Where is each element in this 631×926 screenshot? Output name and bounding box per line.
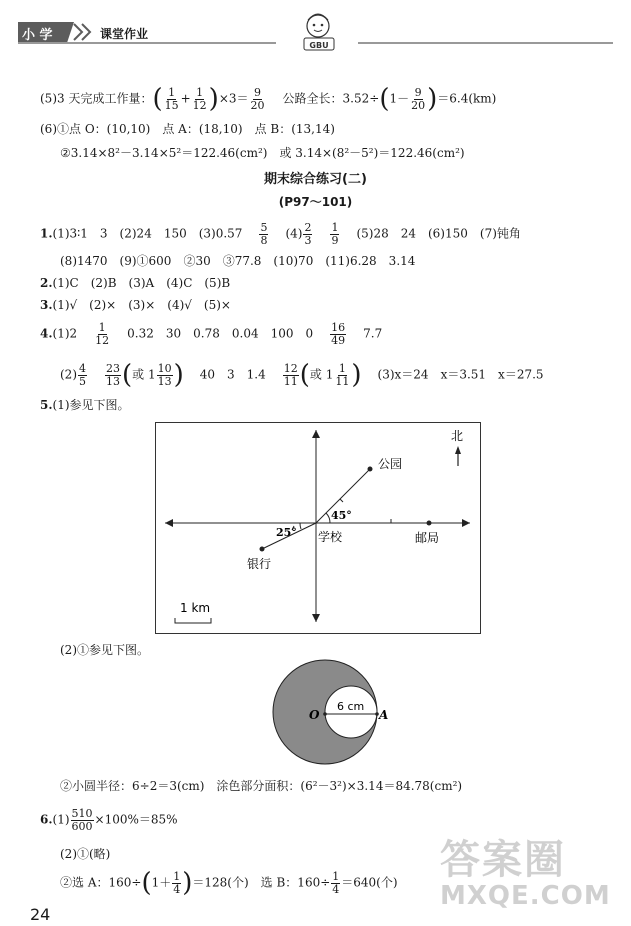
watermark-bottom: MXQE.COM xyxy=(440,881,611,911)
bank-point xyxy=(260,547,265,552)
post-office-point xyxy=(427,521,432,526)
q3-line: 3.(1)√ (2)× (3)× (4)√ (5)× xyxy=(40,298,231,312)
watermark xyxy=(440,828,620,918)
park-point xyxy=(368,467,373,472)
q6-line-2: (2)①(略) xyxy=(60,847,111,861)
section-pages: (P97～101) xyxy=(278,195,353,209)
watermark-top: 答案圈 xyxy=(440,837,566,883)
page-number: 24 xyxy=(30,905,51,924)
bank-label: 银行 xyxy=(247,557,272,571)
mascot-text: GBU xyxy=(309,41,329,50)
mascot-icon xyxy=(296,10,346,56)
north-label: 北 xyxy=(451,429,464,443)
prev-line-6b: ②3.14×8²－3.14×5²＝122.46(cm²) 或 3.14×(8²－5²)＝122.46(cm²) xyxy=(60,146,465,160)
prev-line-5: (5)3 天完成工作量：( $\frac{1}{15}$ + $\frac{1}{12}$ )×3＝ $\frac{9}{20}$ 公路全长：3.52÷(1－ $\frac{9}{20}$ )＝6.4(km) xyxy=(40,84,497,114)
q5-line-1: 5.(1)参见下图。 xyxy=(40,398,130,412)
q5-line-2: (2)①参见下图。 xyxy=(60,643,149,657)
park-label: 公园 xyxy=(378,457,403,471)
point-a-label: A xyxy=(379,708,389,722)
section-title: 期末综合练习(二) xyxy=(264,172,367,187)
school-label: 学校 xyxy=(318,530,343,544)
header-tag: 小 学 xyxy=(22,28,53,43)
map-figure xyxy=(155,422,481,634)
chevron-icon xyxy=(72,22,98,42)
q2-line: 2.(1)C (2)B (3)A (4)C (5)B xyxy=(40,276,231,290)
scale-label: 1 km xyxy=(180,601,211,615)
q5-line-3: ②小圆半径：6÷2＝3(cm) 涂色部分面积：(6²－3²)×3.14＝84.78(cm²) xyxy=(60,779,463,793)
q4-line-1: 4.(1)2 $\frac{1}{12}$ 0.32 30 0.78 0.04 100 0 $\frac{16}{49}$ 7.7 xyxy=(40,321,383,347)
q4-line-2: (2) $\frac{4}{5}$ $\frac{23}{13}$ (或 1 $\frac{10}{13}$ ) 40 3 1.4 $\frac{12}{11}$ (或 1 $\frac{1}{11}$ ) (3)x＝24 x＝3.51 x＝27.5 xyxy=(60,360,544,390)
q6-line-3: ②选 A：160÷(1＋ $\frac{1}{4}$ )＝128(个) 选 B：160÷ $\frac{1}{4}$ ＝640(个) xyxy=(60,868,398,898)
header-subtitle: 课堂作业 xyxy=(100,27,149,41)
angle-25-label: 25° xyxy=(276,526,297,539)
q1-line-2: (8)1470 (9)①600 ②30 ③77.8 (10)70 (11)6.28 3.14 xyxy=(60,254,416,268)
q1-line-1: 1.(1)3∶1 3 (2)24 150 (3)0.57 $\frac{5}{8}$ (4) $\frac{2}{3}$ $\frac{1}{9}$ (5)28 24 (6)150 (7)钝角 xyxy=(40,221,521,247)
point-o-label: O xyxy=(309,708,320,722)
circle-figure xyxy=(265,652,395,772)
q6-line-1: 6.(1) $\frac{510}{600}$ ×100%＝85% xyxy=(40,807,178,833)
post-office-label: 邮局 xyxy=(415,531,440,545)
prev-line-6a: (6)①点 O：(10,10) 点 A：(18,10) 点 B：(13,14) xyxy=(40,122,335,136)
center-point-o xyxy=(323,712,327,716)
diameter-label: 6 cm xyxy=(337,700,365,713)
angle-45-label: 45° xyxy=(331,509,352,522)
